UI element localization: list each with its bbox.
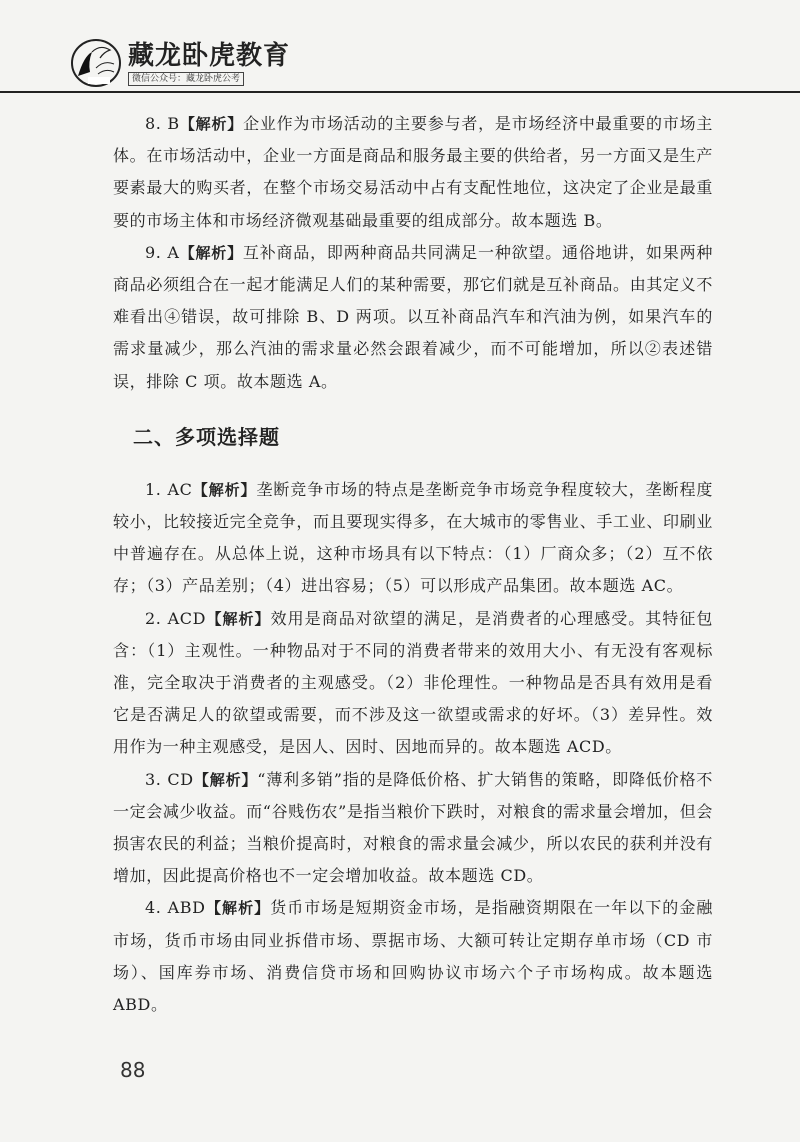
answer-number: 2. ACD [145,608,207,628]
analysis-tag: 【解析】 [206,609,271,628]
brand-subtitle: 微信公众号：藏龙卧虎公考 [128,72,244,86]
answer-number: 9. A [145,242,180,262]
analysis-tag: 【解析】 [179,243,243,262]
answer-paragraph-8 [113,108,713,237]
answer-body: 货币市场是短期资金市场，是指融资期限在一年以下的金融市场，货币市场由同业拆借市场、票据市场、大额可转让定期存单市场（CD 市场）、国库券市场、消费信贷市场和回购协议市场六个子市场构成。故本题选 ABD。 [113,898,714,1015]
brand-name: 藏龙卧虎教育 [128,41,291,71]
page-number: 88 [120,1058,146,1082]
analysis-tag: 【解析】 [179,115,244,133]
answer-paragraph-9 [113,237,713,398]
answer-paragraph-m2 [113,603,713,764]
analysis-tag: 【解析】 [205,899,271,918]
answer-number: 4. ABD [145,898,206,918]
section-heading: 二、多项选择题 [133,424,280,449]
answer-number: 8. B [145,114,180,133]
answer-body: “薄利多销”指的是降低价格、扩大销售的策略，即降低价格不一定会减少收益。而“谷贱伤农”是指当粮价下跌时，对粮食的需求量会增加，但会损害农民的利益；当粮价提高时，对粮食的需求量会减少，所以农民的获利并没有增加，因此提高价格也不一定会增加收益。故本题选 CD。 [113,769,714,886]
answer-body: 互补商品，即两种商品共同满足一种欲望。通俗地讲，如果两种商品必须组合在一起才能满足人们的某种需要，那它们就是互补商品。由其定义不难看出④错误，故可排除 B、D 两项。以互补商品汽车和汽油为例，如果汽车的需求量减少，那么汽油的需求量必然会跟着减少，而不可能增加，所以②表述错误，排除 C 项。故本题选 A。 [113,242,713,391]
answer-content [113,108,713,1021]
answer-body: 垄断竞争市场的特点是垄断竞争市场竞争程度较大，垄断程度较小，比较接近完全竞争，而且要现实得多，在大城市的零售业、手工业、印刷业中普遍存在。从总体上说，这种市场具有以下特点：（1）厂商众多；（2）互不依存；（3）产品差别；（4）进出容易；（5）可以形成产品集团。故本题选 AC。 [113,479,713,596]
answer-number: 3. CD [145,769,194,789]
logo-icon [70,38,122,88]
analysis-tag: 【解析】 [193,770,258,789]
page-header [0,0,800,92]
answer-paragraph-m1 [113,474,713,603]
answer-number: 1. AC [145,479,193,499]
answer-paragraph-m3 [113,764,713,893]
answer-body: 效用是商品对欲望的满足，是消费者的心理感受。其特征包含：（1）主观性。一种物品对于不同的消费者带来的效用大小、有无没有客观标准，完全取决于消费者的主观感受。（2）非伦理性。一种物品是否具有效用是看它是否满足人的欲望或需要，而不涉及这一欲望或需求的好坏。（3）差异性。效用作为一种主观感受，是因人、因时、因地而异的。故本题选 ACD。 [113,608,714,757]
analysis-tag: 【解析】 [192,480,257,499]
answer-paragraph-m4 [113,892,713,1021]
header-divider [0,91,800,93]
answer-body: 企业作为市场活动的主要参与者，是市场经济中最重要的市场主体。在市场活动中，企业一方面是商品和服务最主要的供给者，另一方面又是生产要素最大的购买者，在整个市场交易活动中占有支配性地位，这决定了企业是最重要的市场主体和市场经济微观基础最重要的组成部分。故本题选 B。 [113,114,713,230]
